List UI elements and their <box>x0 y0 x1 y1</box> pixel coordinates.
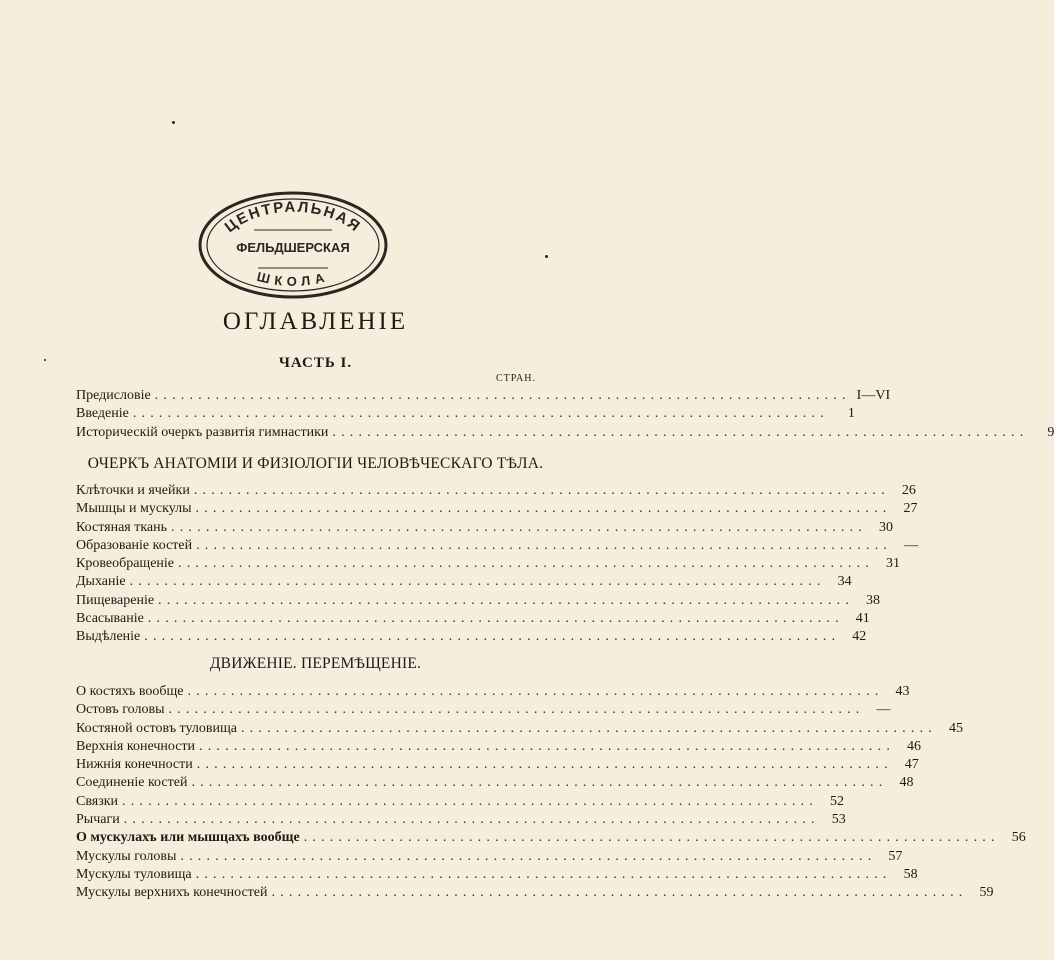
toc-entry <box>76 884 994 902</box>
dot-leader: ................................................................................ <box>132 406 829 422</box>
toc-page-number: 57 <box>888 848 903 864</box>
toc-page-number: 1 <box>847 406 855 422</box>
stamp-top-text: ЦЕНТРАЛЬНАЯ <box>221 198 365 237</box>
toc-entry-title: Кровеобращеніе <box>76 556 175 572</box>
toc-page-number: 31 <box>886 556 901 572</box>
toc-intro-list <box>76 387 1054 442</box>
dot-leader: ................................................................................ <box>129 574 826 590</box>
dot-leader: ................................................................................ <box>332 424 1029 440</box>
dot-leader: ................................................................................ <box>196 757 893 773</box>
toc-page-number: 47 <box>904 757 919 773</box>
toc-entry-title: Связки <box>76 793 119 809</box>
toc-entry <box>76 774 914 792</box>
toc-page-number: 42 <box>852 629 867 645</box>
toc-entry <box>76 738 922 756</box>
dot-leader: ................................................................................ <box>271 885 968 901</box>
toc-entry-title: Костяная ткань <box>76 519 168 535</box>
toc-entry <box>76 811 846 829</box>
section-heading-movement: ДВИЖЕНІЕ. ПЕРЕМѢЩЕНІЕ. <box>209 655 422 672</box>
page-title: ОГЛАВЛЕНІЕ <box>222 308 409 335</box>
toc-entry <box>76 500 918 518</box>
toc-page-number: 53 <box>831 812 846 828</box>
toc-entry-title: Верхнія конечности <box>76 738 196 754</box>
dot-leader: ................................................................................ <box>123 812 820 828</box>
toc-page-number: 30 <box>879 519 894 535</box>
dot-leader: ................................................................................ <box>240 720 937 736</box>
toc-entry <box>76 848 903 866</box>
toc-page-number: — <box>904 537 919 553</box>
dot-leader: ................................................................................ <box>158 592 855 608</box>
toc-entry <box>76 793 845 811</box>
toc-entry <box>76 573 852 591</box>
toc-page-number: I—VI <box>856 388 891 403</box>
toc-page-number: 41 <box>855 611 870 627</box>
toc-page-number: 52 <box>830 793 845 809</box>
toc-entry <box>76 387 891 405</box>
toc-page-number: 27 <box>903 501 918 517</box>
ink-speck <box>172 121 175 124</box>
toc-entry-title: Остовъ головы <box>76 702 165 718</box>
dot-leader: ................................................................................ <box>168 702 865 718</box>
toc-entry <box>76 720 963 738</box>
toc-entry-title: О костяхъ вообще <box>76 684 184 699</box>
dot-leader: ................................................................................ <box>144 629 841 645</box>
toc-entry <box>76 866 918 884</box>
dot-leader: ................................................................................ <box>196 537 893 553</box>
toc-page-number: 46 <box>907 738 922 754</box>
dot-leader: ................................................................................ <box>178 556 875 572</box>
toc-entry-title: Мускулы верхнихъ конечностей <box>76 885 268 901</box>
dot-leader: ................................................................................ <box>180 848 877 864</box>
toc-entry-title: Всасываніе <box>76 611 144 627</box>
toc-entry-title: Дыханіе <box>76 574 126 590</box>
toc-entry <box>76 482 916 500</box>
ink-speck <box>44 359 46 361</box>
toc-page-number: 43 <box>895 684 910 699</box>
toc-page-number: 56 <box>1011 830 1026 846</box>
toc-entry-title: Нижнія конечности <box>76 757 193 773</box>
toc-entry <box>76 592 881 610</box>
toc-entry-title: Костяной остовъ туловища <box>76 720 237 736</box>
dot-leader: ................................................................................ <box>193 483 890 498</box>
toc-page-number: 48 <box>899 775 914 791</box>
toc-entry-title: Историческій очеркъ развитія гимнастики <box>76 424 329 440</box>
dot-leader: ................................................................................ <box>191 775 888 791</box>
toc-anatomy-list <box>76 482 919 647</box>
dot-leader: ................................................................................ <box>154 388 851 403</box>
toc-entry-title: О мускулахъ или мышцахъ вообще <box>76 830 300 846</box>
toc-entry <box>76 424 1054 442</box>
library-stamp <box>196 190 390 300</box>
dot-leader: ................................................................................ <box>147 611 844 627</box>
toc-page-number: 9 <box>1047 424 1054 440</box>
page-column-label: СТРАН. <box>495 373 536 384</box>
toc-page-number: 59 <box>979 885 994 901</box>
toc-entry-title: Пищевареніе <box>76 592 155 608</box>
dot-leader: ................................................................................ <box>195 501 892 517</box>
toc-page-number: 26 <box>901 483 916 498</box>
dot-leader: ................................................................................ <box>171 519 868 535</box>
toc-entry-title: Мускулы головы <box>76 848 177 864</box>
toc-entry <box>76 555 901 573</box>
toc-entry <box>76 829 1026 847</box>
toc-entry <box>76 537 919 555</box>
toc-entry-title: Выдѣленіе <box>76 629 141 645</box>
toc-entry <box>76 701 891 719</box>
toc-entry-title: Клѣточки и ячейки <box>76 483 190 498</box>
toc-page-number: 58 <box>903 866 918 882</box>
toc-page-number: 45 <box>948 720 963 736</box>
toc-entry <box>76 628 867 646</box>
toc-entry-title: Образованіе костей <box>76 537 193 553</box>
toc-page-number: 38 <box>866 592 881 608</box>
section-heading-anatomy: ОЧЕРКЪ АНАТОМІИ И ФИЗІОЛОГІИ ЧЕЛОВѢЧЕСКАГО ТѢЛА. <box>87 455 544 472</box>
toc-entry <box>76 756 919 774</box>
ink-speck <box>545 255 548 258</box>
toc-entry-title: Соединеніе костей <box>76 775 188 791</box>
stamp-bottom-text: ШКОЛА <box>255 268 331 289</box>
toc-page-number: 34 <box>837 574 852 590</box>
dot-leader: ................................................................................ <box>195 866 892 882</box>
toc-entry <box>76 405 855 423</box>
stamp-middle-text: ФЕЛЬДШЕРСКАЯ <box>236 240 350 255</box>
toc-entry <box>76 610 870 628</box>
dot-leader: ................................................................................ <box>187 684 884 699</box>
toc-page-number: — <box>876 702 891 718</box>
dot-leader: ................................................................................ <box>122 793 819 809</box>
svg-text:ШКОЛА <box>255 269 330 289</box>
part-heading: ЧАСТЬ I. <box>278 355 353 371</box>
toc-entry-title: Мускулы туловища <box>76 866 192 882</box>
toc-entry <box>76 683 910 701</box>
toc-entry <box>76 519 894 537</box>
toc-entry-title: Предисловіе <box>76 388 151 403</box>
toc-entry-title: Рычаги <box>76 812 120 828</box>
dot-leader: ................................................................................ <box>199 738 896 754</box>
toc-entry-title: Введеніе <box>76 406 129 422</box>
toc-movement-list <box>76 683 1026 903</box>
dot-leader: ................................................................................ <box>303 830 1000 846</box>
toc-entry-title: Мышцы и мускулы <box>76 501 192 517</box>
